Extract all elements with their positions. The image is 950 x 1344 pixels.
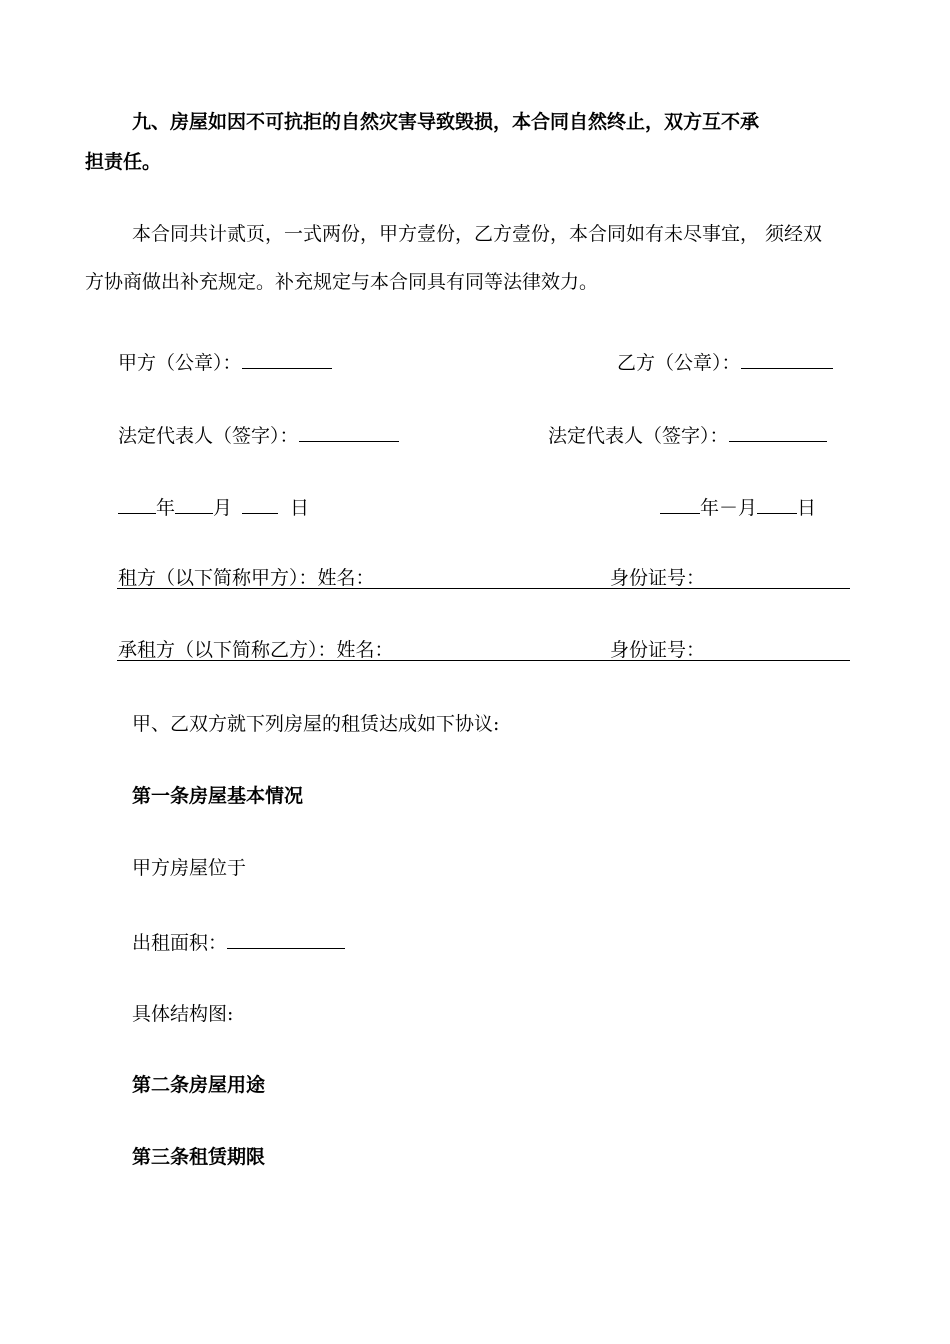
lessee-label: 承租方（以下简称乙方）：姓名： [118, 639, 394, 661]
agreement-intro: 甲、乙双方就下列房屋的租赁达成如下协议: [132, 713, 500, 735]
party-a-seal-blank [242, 350, 332, 369]
lessee-underline [117, 660, 850, 661]
article-1-location: 甲方房屋位于 [132, 857, 247, 879]
rep-b-blank [729, 423, 827, 442]
date-b: 年－月 日 [660, 495, 816, 520]
area-blank [227, 930, 345, 949]
lessor-underline [117, 588, 850, 589]
lessor-id-label: 身份证号： [610, 567, 706, 589]
date-a: 年 月 日 [118, 495, 309, 520]
clause-9-line-1: 九、房屋如因不可抗拒的自然灾害导致毁损，本合同自然终止，双方互不承 [132, 111, 760, 133]
article-1-area: 出租面积： [132, 930, 345, 955]
party-b-seal-blank [741, 350, 833, 369]
party-b-seal-label: 乙方（公章）： [617, 350, 833, 375]
lessor-label: 租方（以下简称甲方）：姓名： [118, 567, 375, 589]
closing-line-1: 本合同共计贰页，一式两份，甲方壹份，乙方壹份，本合同如有未尽事宜， 须经双 [132, 223, 823, 245]
clause-9-line-2: 担责任。 [85, 151, 162, 173]
article-3-title: 第三条租赁期限 [132, 1146, 266, 1168]
lessee-id-label: 身份证号： [610, 639, 706, 661]
closing-line-2: 方协商做出补充规定。补充规定与本合同具有同等法律效力。 [85, 271, 599, 293]
rep-b-label: 法定代表人（签字）： [548, 423, 827, 448]
article-1-title: 第一条房屋基本情况 [132, 785, 304, 807]
party-a-seal-label: 甲方（公章）： [118, 350, 332, 375]
article-2-title: 第二条房屋用途 [132, 1074, 266, 1096]
rep-a-blank [299, 423, 399, 442]
article-1-structure: 具体结构图: [132, 1003, 234, 1025]
rep-a-label: 法定代表人（签字）： [118, 423, 399, 448]
